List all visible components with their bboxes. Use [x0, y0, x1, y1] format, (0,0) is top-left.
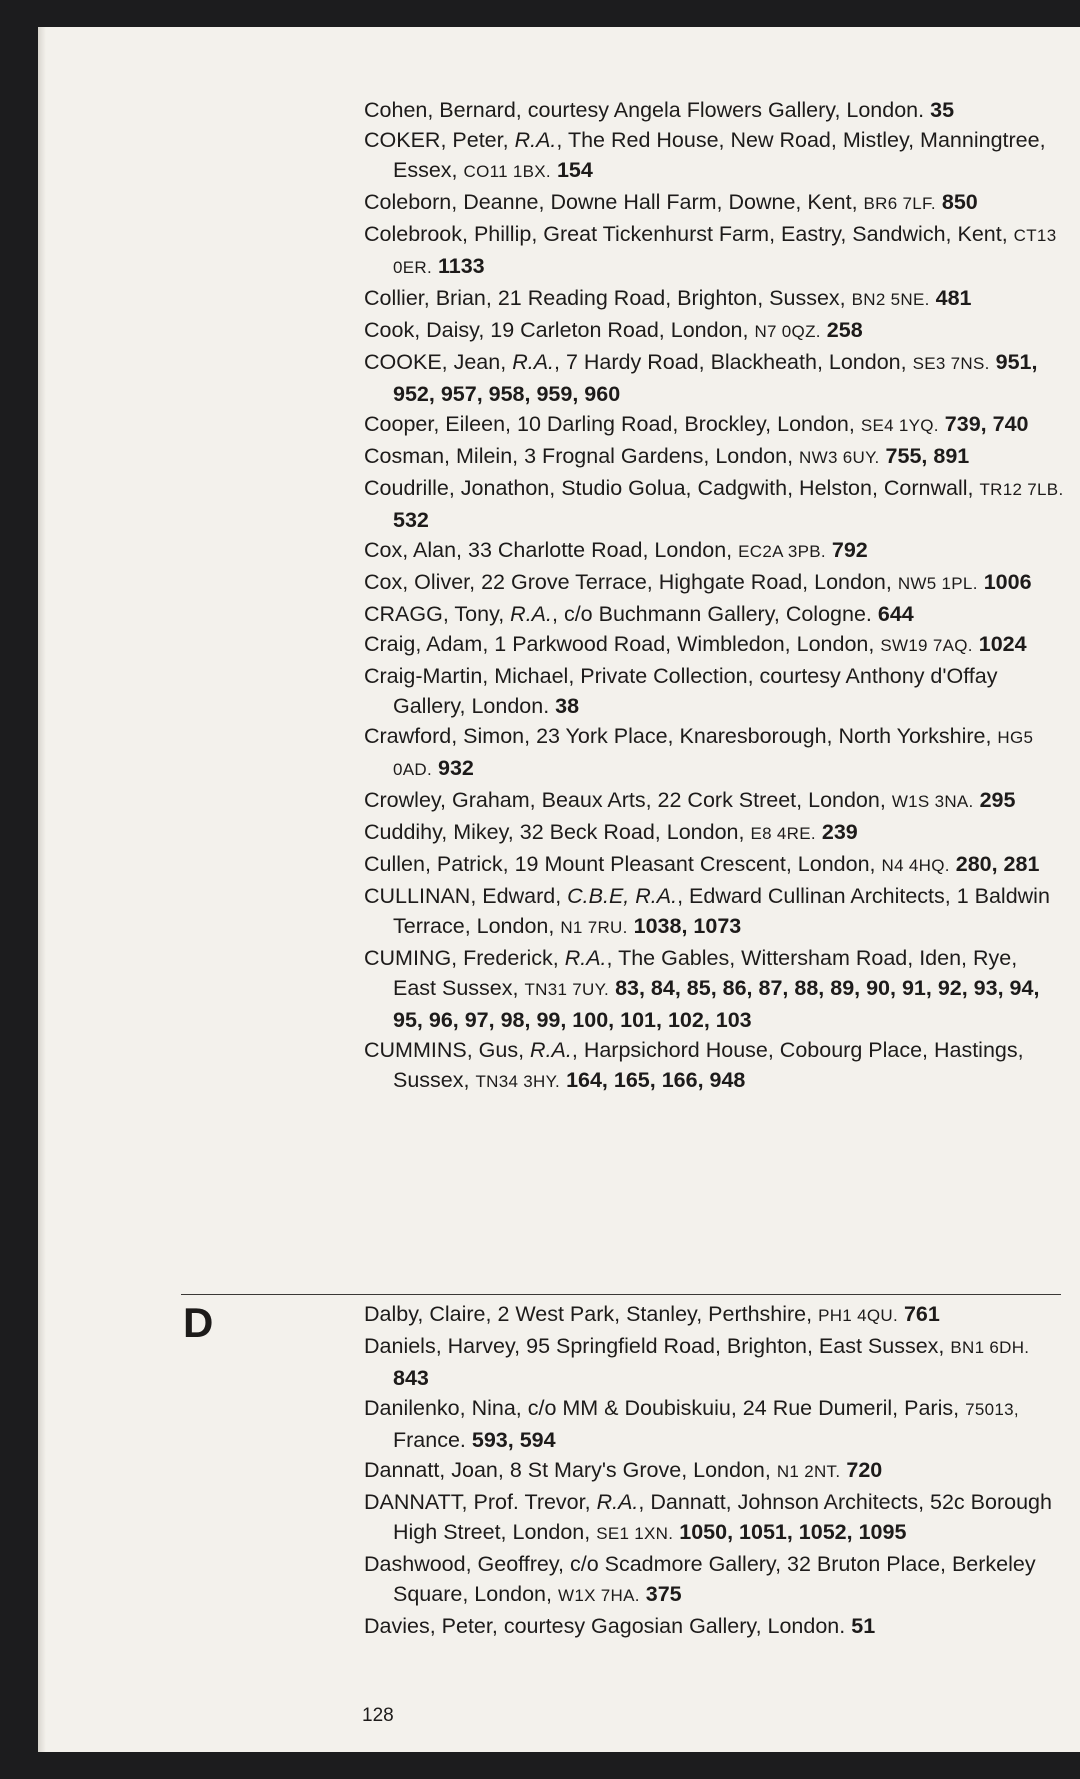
index-entry: Craig-Martin, Michael, Private Collection, courtesy Anthony d'Offay Gallery, London. 38: [364, 664, 998, 718]
index-entry: Cook, Daisy, 19 Carleton Road, London, N7 0QZ. 258: [364, 318, 863, 342]
index-entry: Cullen, Patrick, 19 Mount Pleasant Crescent, London, N4 4HQ. 280, 281: [364, 852, 1040, 876]
index-entry: CUMMINS, Gus, R.A., Harpsichord House, Cobourg Place, Hastings, Sussex, TN34 3HY. 164, 165, 166, 948: [364, 1038, 1024, 1092]
entry-catalogue-numbers: 951, 952, 957, 958, 959, 960: [393, 350, 1038, 406]
entry-catalogue-numbers: 1006: [983, 570, 1032, 594]
entry-details: Private Collection, courtesy Anthony d'Offay Gallery, London.: [393, 664, 998, 718]
entry-postcode: HG5 0AD.: [393, 728, 1034, 779]
entry-catalogue-numbers: 164, 165, 166, 948: [566, 1068, 746, 1092]
index-entry: Cuddihy, Mikey, 32 Beck Road, London, E8 4RE. 239: [364, 820, 858, 844]
entry-title: R.A.: [512, 350, 555, 374]
index-entry: Dalby, Claire, 2 West Park, Stanley, Perthshire, PH1 4QU. 761: [364, 1302, 940, 1326]
entry-catalogue-numbers: 154: [556, 158, 593, 182]
entry-catalogue-numbers: 280, 281: [955, 852, 1040, 876]
index-entry: Coleborn, Deanne, Downe Hall Farm, Downe, Kent, BR6 7LF. 850: [364, 190, 978, 214]
entry-title: R.A.: [564, 946, 607, 970]
entry-name: Colebrook, Phillip: [364, 222, 532, 246]
entry-details: 33 Charlotte Road, London,: [467, 538, 733, 562]
entry-catalogue-numbers: 375: [645, 1582, 682, 1606]
index-entry: Cox, Oliver, 22 Grove Terrace, Highgate Road, London, NW5 1PL. 1006: [364, 570, 1032, 594]
entry-details: 2 West Park, Stanley, Perthshire,: [497, 1302, 813, 1326]
entry-postcode: E8 4RE.: [750, 824, 816, 843]
entry-details: The Red House, New Road, Mistley, Manningtree, Essex,: [393, 128, 1046, 182]
entry-details: The Gables, Wittersham Road, Iden, Rye, East Sussex,: [393, 946, 1018, 1000]
entry-postcode: 75013,: [965, 1400, 1019, 1419]
index-entry: Collier, Brian, 21 Reading Road, Brighton, Sussex, BN2 5NE. 481: [364, 286, 972, 310]
entry-catalogue-numbers: 258: [826, 318, 863, 342]
index-entry: Craig, Adam, 1 Parkwood Road, Wimbledon, London, SW19 7AQ. 1024: [364, 632, 1027, 656]
entry-country: France.: [393, 1428, 466, 1452]
entry-title: R.A.: [596, 1490, 639, 1514]
index-entry: Cosman, Milein, 3 Frognal Gardens, London, NW3 6UY. 755, 891: [364, 444, 970, 468]
index-entry: CULLINAN, Edward, C.B.E, R.A., Edward Cullinan Architects, 1 Baldwin Terrace, London, N1 7RU. 1038, 1073: [364, 884, 1050, 938]
entry-details: 23 York Place, Knaresborough, North Yorkshire,: [536, 724, 992, 748]
entry-catalogue-numbers: 239: [821, 820, 858, 844]
entry-postcode: W1S 3NA.: [891, 792, 974, 811]
entry-postcode: NW5 1PL.: [897, 574, 978, 593]
entry-details: 21 Reading Road, Brighton, Sussex,: [497, 286, 846, 310]
entry-catalogue-numbers: 792: [831, 538, 868, 562]
entry-postcode: SE4 1YQ.: [860, 416, 939, 435]
entry-catalogue-numbers: 739, 740: [944, 412, 1029, 436]
entry-name: DANNATT, Prof. Trevor: [364, 1490, 585, 1514]
entry-name: Cuddihy, Mikey: [364, 820, 508, 844]
entry-postcode: CO11 1BX.: [463, 162, 551, 181]
entry-catalogue-numbers: 593, 594: [471, 1428, 556, 1452]
entry-postcode: BN2 5NE.: [851, 290, 930, 309]
entry-name: COKER, Peter: [364, 128, 503, 152]
entry-details: 95 Springfield Road, Brighton, East Sussex,: [526, 1334, 945, 1358]
entry-postcode: SE3 7NS.: [912, 354, 990, 373]
entry-name: Danilenko, Nina: [364, 1396, 516, 1420]
index-entries-c: [364, 95, 1064, 1097]
section-letter: D: [183, 1299, 214, 1346]
entry-name: CUMMINS, Gus: [364, 1038, 519, 1062]
entry-catalogue-numbers: 51: [851, 1614, 876, 1638]
entry-details: 1 Parkwood Road, Wimbledon, London,: [494, 632, 875, 656]
entry-name: Cohen, Bernard: [364, 98, 516, 122]
section-divider: [181, 1294, 1061, 1295]
entry-catalogue-numbers: 1024: [978, 632, 1027, 656]
index-entry: CUMING, Frederick, R.A., The Gables, Wittersham Road, Iden, Rye, East Sussex, TN31 7UY. 83, 84, 85, 86, 87, 88, 89, 90, 91, 92, 93, 94, 95, 96, 97, 98, 99, 100, 101, 102, 103: [364, 946, 1040, 1032]
entry-name: Dashwood, Geoffrey: [364, 1552, 559, 1576]
entry-name: COOKE, Jean: [364, 350, 501, 374]
entry-details: c/o MM & Doubiskuiu, 24 Rue Dumeril, Paris,: [527, 1396, 960, 1420]
entry-catalogue-numbers: 83, 84, 85, 86, 87, 88, 89, 90, 91, 92, 93, 94, 95, 96, 97, 98, 99, 100, 101, 102, 103: [393, 976, 1040, 1032]
entry-details: 19 Mount Pleasant Crescent, London,: [514, 852, 876, 876]
entry-details: 3 Frognal Gardens, London,: [524, 444, 794, 468]
entry-catalogue-numbers: 35: [930, 98, 955, 122]
index-entry: Cohen, Bernard, courtesy Angela Flowers Gallery, London. 35: [364, 98, 955, 122]
entry-postcode: N1 7RU.: [560, 918, 628, 937]
index-entry: Crowley, Graham, Beaux Arts, 22 Cork Street, London, W1S 3NA. 295: [364, 788, 1016, 812]
entry-name: CRAGG, Tony: [364, 602, 499, 626]
entry-postcode: BR6 7LF.: [863, 194, 936, 213]
entry-postcode: N7 0QZ.: [754, 322, 821, 341]
entry-name: Dannatt, Joan: [364, 1458, 498, 1482]
entry-postcode: N4 4HQ.: [881, 856, 950, 875]
entry-postcode: TN31 7UY.: [524, 980, 610, 999]
entry-postcode: BN1 6DH.: [950, 1338, 1030, 1357]
entry-details: Harpsichord House, Cobourg Place, Hastings, Sussex,: [393, 1038, 1024, 1092]
entry-postcode: SE1 1XN.: [596, 1524, 674, 1543]
entry-details: c/o Scadmore Gallery, 32 Bruton Place, Berkeley Square, London,: [393, 1552, 1036, 1606]
entry-catalogue-numbers: 1050, 1051, 1052, 1095: [679, 1520, 907, 1544]
entry-details: 10 Darling Road, Brockley, London,: [517, 412, 855, 436]
entry-details: courtesy Gagosian Gallery, London.: [503, 1614, 846, 1638]
entry-name: Crowley, Graham: [364, 788, 530, 812]
entry-catalogue-numbers: 532: [393, 508, 429, 532]
entry-details: Beaux Arts, 22 Cork Street, London,: [541, 788, 886, 812]
entry-title: R.A.: [530, 1038, 572, 1062]
index-entry: DANNATT, Prof. Trevor, R.A., Dannatt, Johnson Architects, 52c Borough High Street, London, SE1 1XN. 1050, 1051, 1052, 1095: [364, 1490, 1052, 1544]
entry-catalogue-numbers: 644: [877, 602, 914, 626]
entry-name: Crawford, Simon: [364, 724, 525, 748]
entry-name: Coudrille, Jonathon: [364, 476, 550, 500]
entry-details: Downe Hall Farm, Downe, Kent,: [550, 190, 858, 214]
entry-name: Daniels, Harvey: [364, 1334, 515, 1358]
entry-catalogue-numbers: 1133: [437, 254, 485, 278]
entry-title: R.A.: [514, 128, 557, 152]
entry-details: 19 Carleton Road, London,: [490, 318, 749, 342]
entry-catalogue-numbers: 843: [393, 1366, 429, 1390]
entry-catalogue-numbers: 755, 891: [885, 444, 970, 468]
entry-details: Edward Cullinan Architects, 1 Baldwin Terrace, London,: [393, 884, 1050, 938]
index-entry: Colebrook, Phillip, Great Tickenhurst Farm, Eastry, Sandwich, Kent, CT13 0ER. 1133: [364, 222, 1057, 278]
page-number: 128: [362, 1705, 394, 1726]
entry-postcode: W1X 7HA.: [557, 1586, 640, 1605]
entry-details: 8 St Mary's Grove, London,: [509, 1458, 771, 1482]
entry-name: Cullen, Patrick: [364, 852, 503, 876]
entry-postcode: TN34 3HY.: [475, 1072, 561, 1091]
entry-details: 22 Grove Terrace, Highgate Road, London,: [481, 570, 892, 594]
entry-catalogue-numbers: 761: [903, 1302, 940, 1326]
entry-details: courtesy Angela Flowers Gallery, London.: [527, 98, 925, 122]
entry-name: Craig-Martin, Michael: [364, 664, 569, 688]
entry-name: Coleborn, Deanne: [364, 190, 539, 214]
entry-catalogue-numbers: 481: [935, 286, 972, 310]
entry-postcode: EC2A 3PB.: [738, 542, 826, 561]
index-entry: CRAGG, Tony, R.A., c/o Buchmann Gallery, Cologne. 644: [364, 602, 914, 626]
entry-name: Cox, Alan: [364, 538, 457, 562]
entry-catalogue-numbers: 932: [437, 756, 474, 780]
entry-title: R.A.: [510, 602, 552, 626]
entry-postcode: N1 2NT.: [776, 1462, 841, 1481]
index-entry: COKER, Peter, R.A., The Red House, New Road, Mistley, Manningtree, Essex, CO11 1BX. 154: [364, 128, 1046, 182]
entry-name: CUMING, Frederick: [364, 946, 553, 970]
index-entry: Daniels, Harvey, 95 Springfield Road, Brighton, East Sussex, BN1 6DH. 843: [364, 1334, 1030, 1390]
entry-catalogue-numbers: 295: [979, 788, 1016, 812]
entry-postcode: PH1 4QU.: [818, 1306, 898, 1325]
page-edge-shadow: [38, 27, 46, 1752]
entry-catalogue-numbers: 1038, 1073: [633, 914, 742, 938]
entry-title: C.B.E, R.A.: [567, 884, 678, 908]
entry-details: Great Tickenhurst Farm, Eastry, Sandwich, Kent,: [543, 222, 1008, 246]
index-entry: Cox, Alan, 33 Charlotte Road, London, EC2A 3PB. 792: [364, 538, 868, 562]
index-entry: Crawford, Simon, 23 York Place, Knaresborough, North Yorkshire, HG5 0AD. 932: [364, 724, 1034, 780]
entry-name: Collier, Brian: [364, 286, 486, 310]
index-entry: Dannatt, Joan, 8 St Mary's Grove, London, N1 2NT. 720: [364, 1458, 883, 1482]
entry-details: 7 Hardy Road, Blackheath, London,: [565, 350, 907, 374]
index-entry: Danilenko, Nina, c/o MM & Doubiskuiu, 24 Rue Dumeril, Paris, 75013, France. 593, 594: [364, 1396, 1019, 1452]
entry-postcode: SW19 7AQ.: [880, 636, 973, 655]
index-entry: Cooper, Eileen, 10 Darling Road, Brockley, London, SE4 1YQ. 739, 740: [364, 412, 1029, 436]
entry-details: Dannatt, Johnson Architects, 52c Borough High Street, London,: [393, 1490, 1052, 1544]
entry-name: Cook, Daisy: [364, 318, 479, 342]
index-entries-d: [364, 1299, 1064, 1641]
index-entry: Dashwood, Geoffrey, c/o Scadmore Gallery, 32 Bruton Place, Berkeley Square, London, W1X 7HA. 375: [364, 1552, 1036, 1606]
entry-name: Cosman, Milein: [364, 444, 513, 468]
entry-name: Cox, Oliver: [364, 570, 470, 594]
index-entry: Coudrille, Jonathon, Studio Golua, Cadgwith, Helston, Cornwall, TR12 7LB. 532: [364, 476, 1064, 532]
entry-details: Studio Golua, Cadgwith, Helston, Cornwall,: [561, 476, 974, 500]
index-entry: COOKE, Jean, R.A., 7 Hardy Road, Blackheath, London, SE3 7NS. 951, 952, 957, 958, 959, 960: [364, 350, 1038, 406]
entry-catalogue-numbers: 38: [555, 694, 580, 718]
entry-catalogue-numbers: 850: [941, 190, 978, 214]
entry-postcode: NW3 6UY.: [799, 448, 880, 467]
book-page: [38, 27, 1080, 1752]
entry-name: Cooper, Eileen: [364, 412, 506, 436]
index-entry: Davies, Peter, courtesy Gagosian Gallery, London. 51: [364, 1614, 876, 1638]
entry-postcode: TR12 7LB.: [979, 480, 1064, 499]
entry-name: Davies, Peter: [364, 1614, 492, 1638]
entry-postcode: CT13 0ER.: [393, 226, 1057, 277]
entry-name: Dalby, Claire: [364, 1302, 486, 1326]
entry-details: 32 Beck Road, London,: [519, 820, 745, 844]
entry-name: Craig, Adam: [364, 632, 483, 656]
entry-details: c/o Buchmann Gallery, Cologne.: [563, 602, 872, 626]
entry-catalogue-numbers: 720: [846, 1458, 883, 1482]
entry-name: CULLINAN, Edward: [364, 884, 556, 908]
